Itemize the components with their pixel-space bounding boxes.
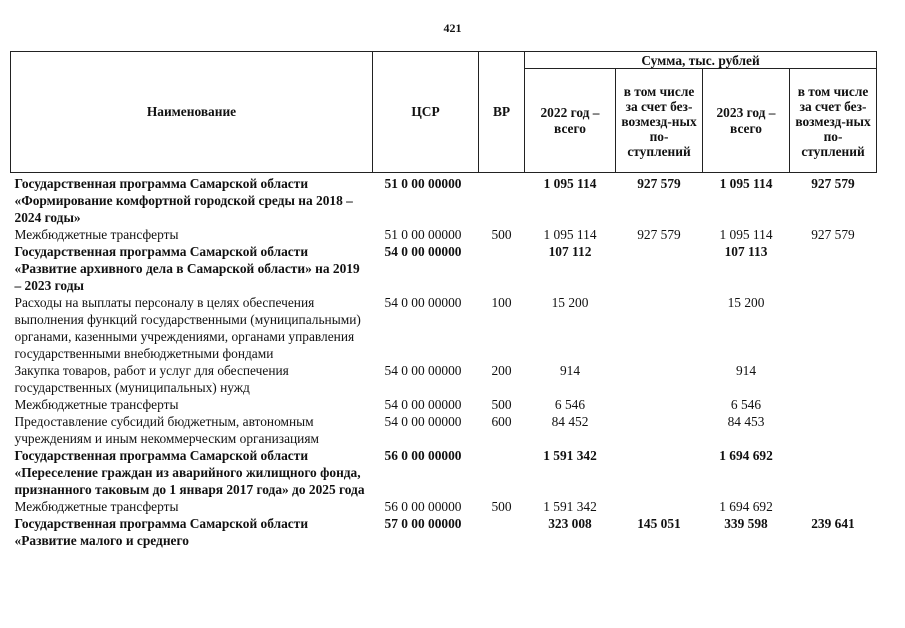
row-2023-total: 1 694 692 (719, 499, 773, 514)
row-2022-free: 927 579 (637, 227, 681, 242)
row-2023-free (790, 362, 877, 396)
table-row (11, 362, 877, 396)
row-name: Государственная программа Самарской области «Развитие малого и среднего (14, 516, 309, 548)
row-2023-total: 914 (735, 363, 757, 378)
row-csr: 57 0 00 00000 (384, 516, 462, 531)
table-row (11, 515, 877, 549)
row-2022-free (616, 362, 703, 396)
row-vr: 100 (491, 295, 512, 310)
table-row (11, 226, 877, 243)
table-row (11, 396, 877, 413)
row-2022-free (616, 294, 703, 362)
row-name: Межбюджетные трансферты (14, 227, 179, 242)
header-2022-total: 2022 год – всего (525, 69, 616, 173)
row-csr: 51 0 00 00000 (384, 176, 462, 191)
table-row (11, 413, 877, 447)
row-csr: 54 0 00 00000 (384, 363, 462, 378)
row-2022-free (616, 413, 703, 447)
row-2023-free (790, 413, 877, 447)
row-2023-free (790, 498, 877, 515)
row-2022-total: 15 200 (551, 295, 589, 310)
row-vr (479, 515, 525, 549)
row-2022-total: 1 591 342 (543, 448, 597, 463)
header-2022-free: в том числе за счет без-возмезд-ных по-ступлений (616, 69, 703, 173)
row-2022-free: 927 579 (637, 176, 681, 191)
row-2023-free: 927 579 (811, 176, 855, 191)
row-vr: 500 (491, 227, 512, 242)
row-2023-total: 107 113 (724, 244, 768, 259)
row-csr: 54 0 00 00000 (384, 397, 462, 412)
row-csr: 56 0 00 00000 (384, 499, 462, 514)
header-csr: ЦСР (373, 52, 479, 173)
row-2023-free (790, 396, 877, 413)
row-2022-total: 84 452 (551, 414, 589, 429)
row-2023-free (790, 243, 877, 294)
header-sum-group: Сумма, тыс. рублей (525, 52, 877, 69)
table-row (11, 447, 877, 498)
row-2022-total: 914 (559, 363, 581, 378)
row-2023-total: 6 546 (730, 397, 762, 412)
row-2022-free: 145 051 (637, 516, 681, 531)
row-2023-free: 927 579 (811, 227, 855, 242)
table-row (11, 243, 877, 294)
row-csr: 51 0 00 00000 (384, 227, 462, 242)
row-name: Межбюджетные трансферты (14, 499, 179, 514)
row-2023-total: 1 694 692 (719, 448, 773, 463)
row-2022-total: 6 546 (554, 397, 586, 412)
row-name: Государственная программа Самарской области «Формирование комфортной городской среды на 2018 – 2024 годы» (14, 176, 353, 225)
header-2023-free: в том числе за счет без-возмезд-ных по-ступлений (790, 69, 877, 173)
row-2023-total: 15 200 (727, 295, 765, 310)
row-vr: 500 (491, 397, 512, 412)
row-name: Расходы на выплаты персоналу в целях обеспечения выполнения функций государственными (муниципальными) органами, казенными учреждениями, органами управления государственными внебюджетными фондами (14, 295, 361, 361)
row-2022-free (616, 447, 703, 498)
row-name: Предоставление субсидий бюджетным, автономным учреждениям и иным некоммерческим организациям (14, 414, 319, 446)
row-name: Государственная программа Самарской области «Развитие архивного дела в Самарской области» на 2019 – 2023 годы (14, 244, 360, 293)
row-vr (479, 243, 525, 294)
row-2022-free (616, 498, 703, 515)
table-row (11, 294, 877, 362)
row-2023-total: 84 453 (727, 414, 765, 429)
row-name: Закупка товаров, работ и услуг для обеспечения государственных (муниципальных) нужд (14, 363, 289, 395)
table-body (11, 173, 877, 550)
header-name: Наименование (11, 52, 373, 173)
row-name: Межбюджетные трансферты (14, 397, 179, 412)
row-csr: 54 0 00 00000 (384, 295, 462, 310)
page-number: 421 (443, 21, 462, 35)
row-2022-total: 1 095 114 (543, 227, 597, 242)
row-2022-total: 323 008 (548, 516, 592, 531)
row-2023-free: 239 641 (811, 516, 855, 531)
row-2022-total: 1 591 342 (543, 499, 597, 514)
row-2022-free (616, 396, 703, 413)
header-2023-total: 2023 год – всего (703, 69, 790, 173)
row-2023-total: 1 095 114 (719, 227, 773, 242)
row-csr: 54 0 00 00000 (384, 414, 462, 429)
row-csr: 54 0 00 00000 (384, 244, 462, 259)
row-vr (479, 447, 525, 498)
row-csr: 56 0 00 00000 (384, 448, 462, 463)
row-2022-total: 1 095 114 (543, 176, 597, 191)
budget-table (10, 51, 877, 549)
header-vr: ВР (479, 52, 525, 173)
row-2022-total: 107 112 (548, 244, 592, 259)
row-vr (479, 173, 525, 227)
row-2023-free (790, 447, 877, 498)
row-2023-free (790, 294, 877, 362)
table-row (11, 498, 877, 515)
table-row (11, 173, 877, 227)
row-vr: 600 (491, 414, 512, 429)
row-vr: 200 (491, 363, 512, 378)
row-2022-free (616, 243, 703, 294)
row-name: Государственная программа Самарской области «Переселение граждан из аварийного жилищного фонда, признанного таковым до 1 января 2017 года» до 2025 года (14, 448, 365, 497)
row-2023-total: 339 598 (724, 516, 768, 531)
row-vr: 500 (491, 499, 512, 514)
row-2023-total: 1 095 114 (719, 176, 773, 191)
